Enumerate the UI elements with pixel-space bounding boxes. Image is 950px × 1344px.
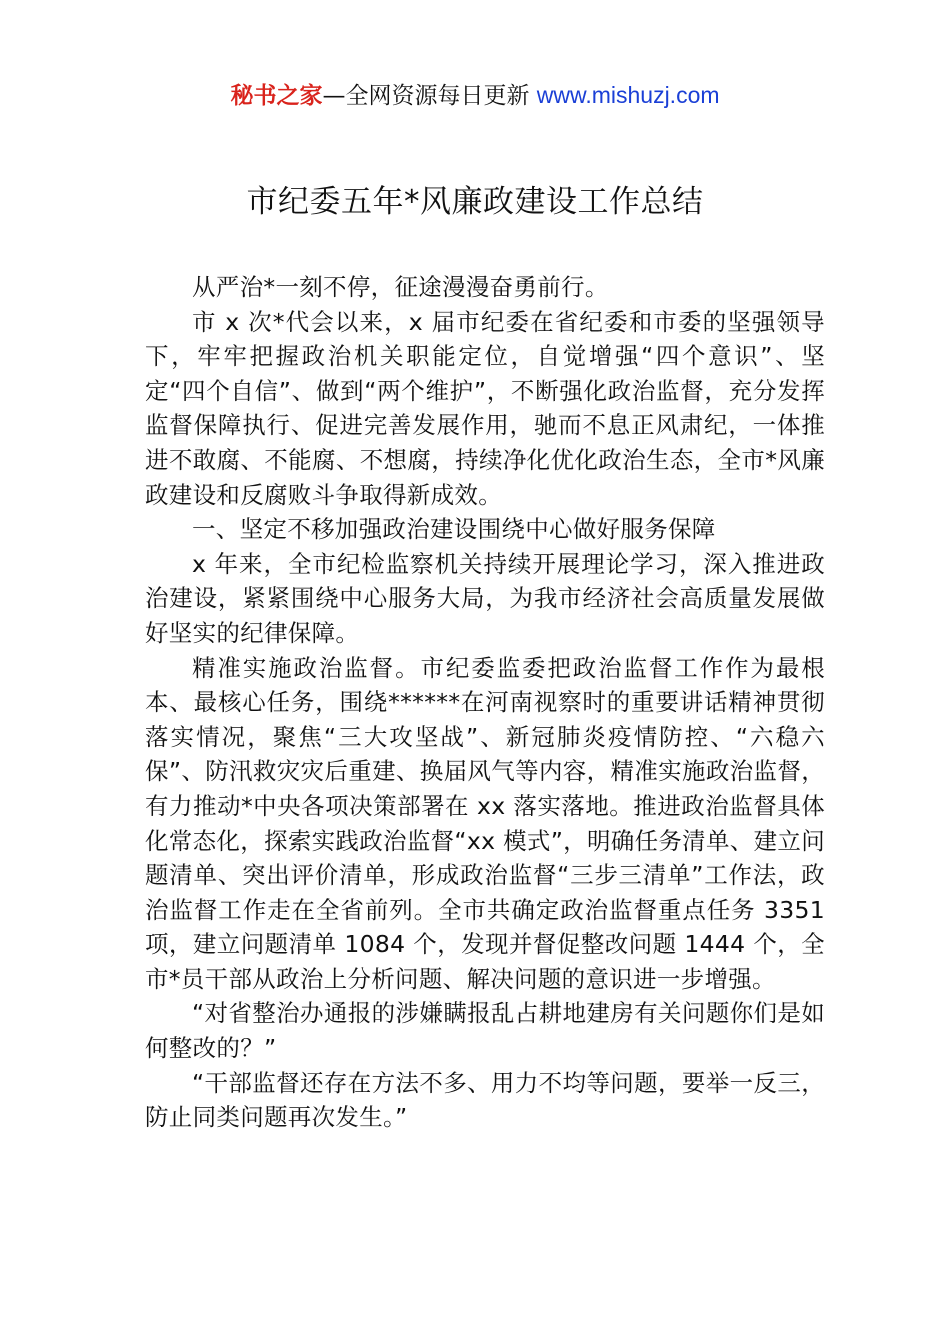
site-header (0, 78, 950, 113)
document-body (145, 270, 825, 1135)
document-title: 市纪委五年*风廉政建设工作总结 (246, 184, 704, 220)
paragraph-section-1-intro: x 年来，全市纪检监察机关持续开展理论学习，深入推进政治建设，紧紧围绕中心服务大局，为我市经济社会高质量发展做好坚实的纪律保障。 (145, 549, 825, 647)
site-url-link[interactable]: www.mishuzj.com (536, 82, 720, 108)
paragraph-overview: 市 x 次*代会以来，x 届市纪委在省纪委和市委的坚强领导下，牢牢把握政治机关职能定位，自觉增强“四个意识”、坚定“四个自信”、做到“两个维护”，不断强化政治监督，充分发挥监督保障执行、促进完善发展作用，驰而不息正风肃纪，一体推进不敢腐、不能腐、不想腐，持续净化优化政治生态，全市*风廉政建设和反腐败斗争取得新成效。 (145, 307, 825, 509)
paragraph-political-supervision: 精准实施政治监督。市纪委监委把政治监督工作作为最根本、最核心任务，围绕******在河南视察时的重要讲话精神贯彻落实情况，聚焦“三大攻坚战”、新冠肺炎疫情防控、“六稳六保”、防汛救灾灾后重建、换届风气等内容，精准实施政治监督，有力推动*中央各项决策部署在 xx 落实落地。推进政治监督具体化常态化，探索实践政治监督“xx 模式”，明确任务清单、建立问题清单、突出评价清单，形成政治监督“三步三清单”工作法，政治监督工作走在全省前列。全市共确定政治监督重点任务 3351 项，建立问题清单 1084 个，发现并督促整改问题 1444 个，全市*员干部从政治上分析问题、解决问题的意识进一步增强。 (145, 653, 825, 993)
paragraph-quote-2: “干部监督还存在方法不多、用力不均等问题，要举一反三，防止同类问题再次发生。” (145, 1068, 825, 1132)
paragraph-intro: 从严治*一刻不停，征途漫漫奋勇前行。 (192, 273, 609, 301)
site-brand: 秘书之家 (230, 83, 323, 109)
section-heading-1: 一、坚定不移加强政治建设围绕中心做好服务保障 (192, 515, 716, 544)
site-tagline: —全网资源每日更新 (322, 83, 537, 109)
paragraph-quote-1: “对省整治办通报的涉嫌瞒报乱占耕地建房有关问题你们是如何整改的？” (145, 999, 825, 1063)
